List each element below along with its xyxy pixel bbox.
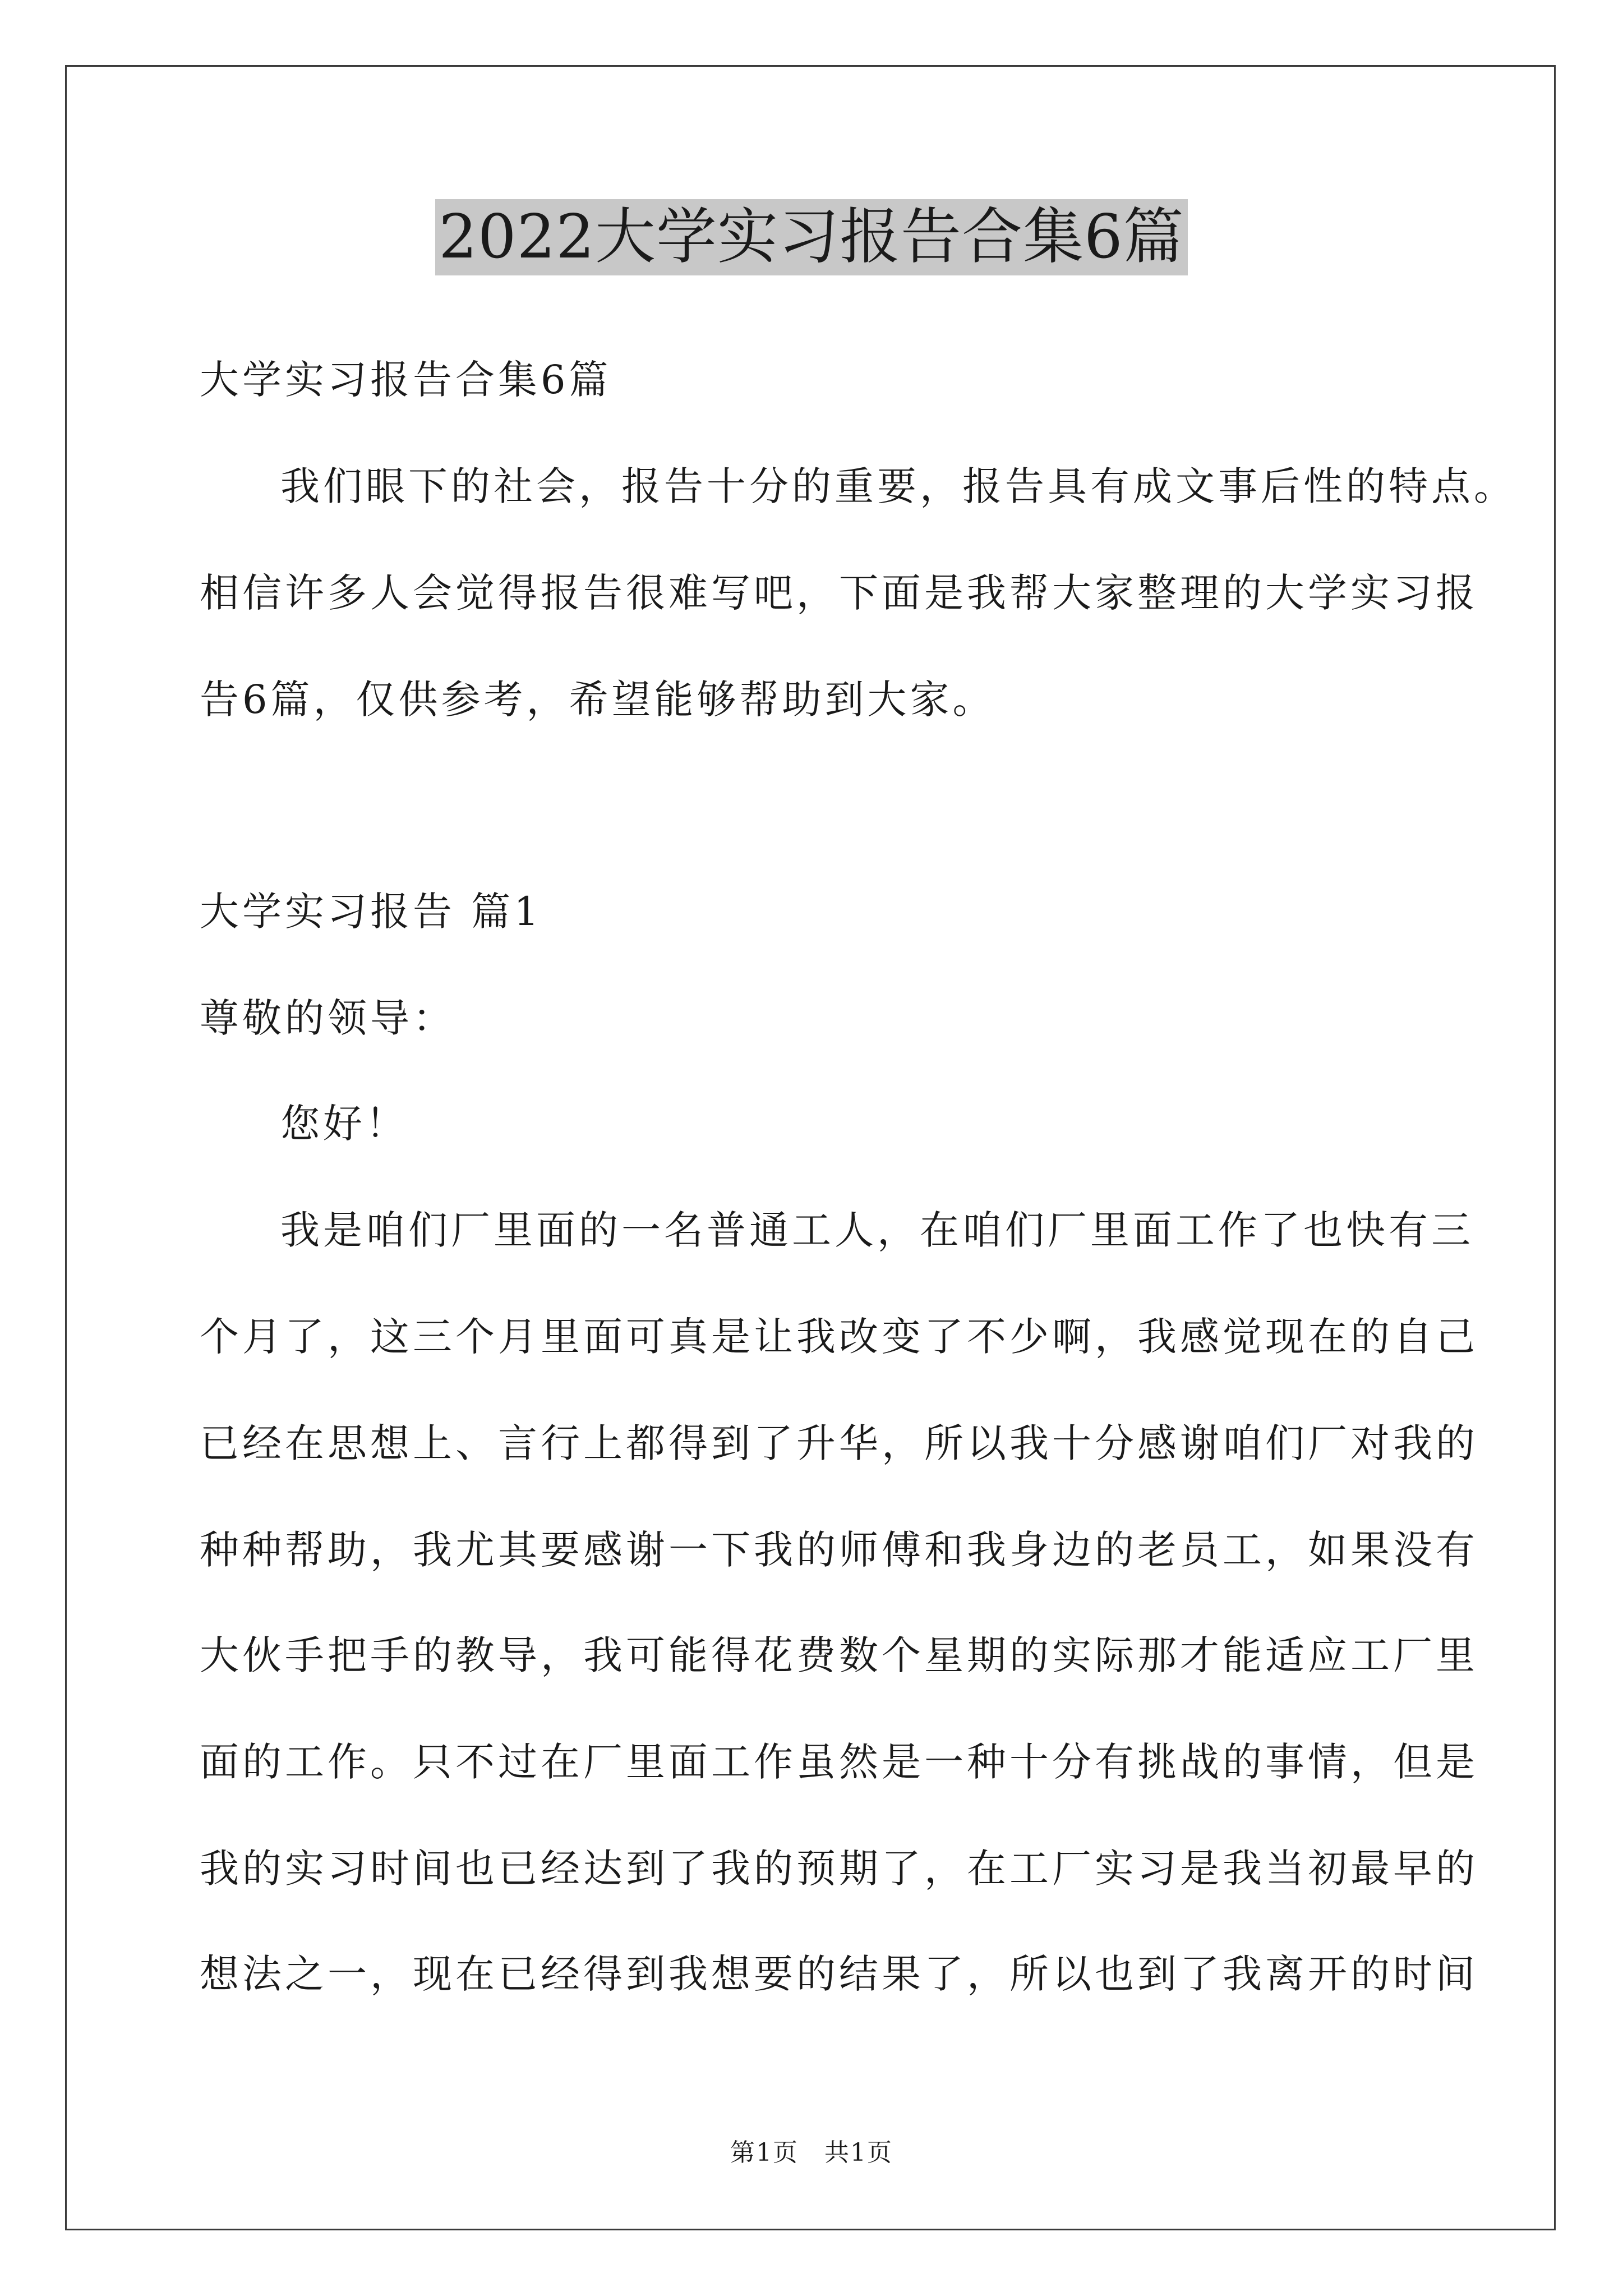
body-line: 个月了，这三个月里面可真是让我改变了不少啊，我感觉现在的自己 [200,1314,1478,1360]
page-footer: 第1页 共1页 [730,2138,893,2167]
body-line: 种种帮助，我尤其要感谢一下我的师傅和我身边的老员工，如果没有 [200,1527,1478,1573]
body-line: 我的实习时间也已经达到了我的预期了，在工厂实习是我当初最早的 [200,1846,1478,1892]
section-heading: 大学实习报告 篇1 [200,889,542,935]
salutation: 尊敬的领导： [200,995,455,1041]
intro-line: 相信许多人会觉得报告很难写吧，下面是我帮大家整理的大学实习报 [200,570,1478,616]
body-line: 大伙手把手的教导，我可能得花费数个星期的实际那才能适应工厂里 [200,1632,1478,1678]
document-subtitle: 大学实习报告合集6篇 [200,357,612,403]
body-line: 我是咱们厂里面的一名普通工人，在咱们厂里面工作了也快有三 [280,1207,1474,1253]
body-line: 面的工作。只不过在厂里面工作虽然是一种十分有挑战的事情，但是 [200,1739,1478,1785]
intro-line: 告6篇，仅供参考，希望能够帮助到大家。 [200,677,995,723]
body-line: 已经在思想上、言行上都得到了升华，所以我十分感谢咱们厂对我的 [200,1420,1478,1466]
document-title: 2022大学实习报告合集6篇 [435,199,1188,275]
title-wrap [0,199,1623,275]
body-line: 想法之一，现在已经得到我想要的结果了，所以也到了我离开的时间 [200,1951,1478,1997]
intro-line: 我们眼下的社会，报告十分的重要，报告具有成文事后性的特点。 [280,463,1516,509]
greeting: 您好！ [280,1101,408,1147]
